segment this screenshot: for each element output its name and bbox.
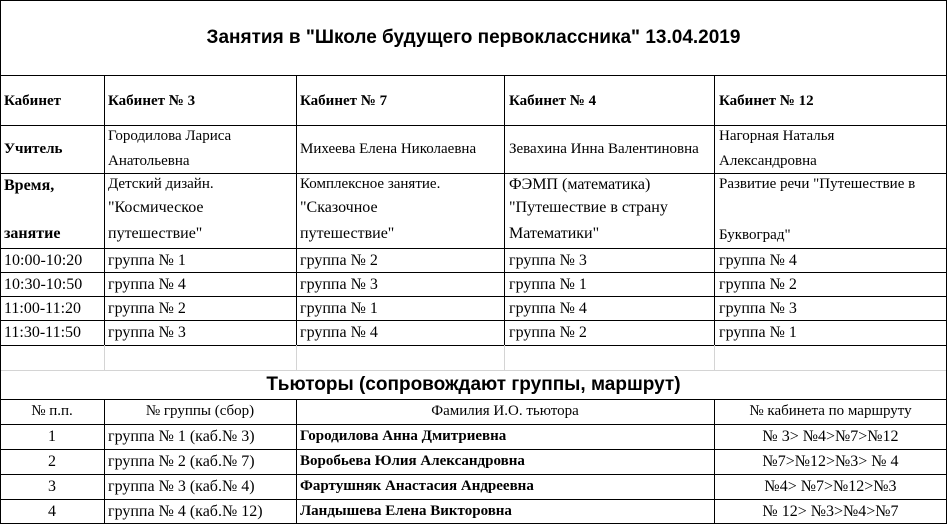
teacher-2: Михеева Елена Николаевна bbox=[300, 141, 477, 157]
grid-line bbox=[714, 345, 715, 370]
lesson-3-line3: Математики" bbox=[509, 225, 600, 242]
lesson-3-line1: ФЭМП (математика) bbox=[509, 176, 651, 193]
teacher-1-line1: Городилова Лариса bbox=[108, 128, 232, 144]
teacher-label: Учитель bbox=[4, 141, 63, 157]
schedule-group-cell: группа № 2 bbox=[108, 300, 186, 317]
grid-line bbox=[296, 345, 297, 370]
lesson-1-line2: "Космическое bbox=[108, 199, 204, 216]
teacher-4-line2: Александровна bbox=[719, 153, 817, 169]
lesson-label-line2: занятие bbox=[4, 225, 61, 242]
tutor-num-cell: 4 bbox=[48, 503, 56, 520]
tutors-col-route: № кабинета по маршруту bbox=[749, 403, 912, 419]
tutor-group-cell: группа № 1 (каб.№ 3) bbox=[108, 428, 255, 445]
schedule-group-cell: группа № 1 bbox=[300, 300, 378, 317]
schedule-group-cell: группа № 3 bbox=[300, 276, 378, 293]
schedule-group-cell: группа № 4 bbox=[719, 252, 797, 269]
teacher-1-line2: Анатольевна bbox=[108, 153, 190, 169]
schedule-group-cell: группа № 3 bbox=[509, 252, 587, 269]
room-header-2: Кабинет № 7 bbox=[300, 93, 388, 109]
schedule-group-cell: группа № 3 bbox=[108, 324, 186, 341]
grid-line bbox=[296, 75, 297, 345]
teacher-3: Зевахина Инна Валентиновна bbox=[509, 141, 699, 157]
tutor-route-cell: №4> №7>№12>№3 bbox=[764, 478, 897, 495]
schedule-group-cell: группа № 4 bbox=[509, 300, 587, 317]
tutors-col-name: Фамилия И.О. тьютора bbox=[431, 403, 579, 419]
tutor-group-cell: группа № 2 (каб.№ 7) bbox=[108, 453, 255, 470]
tutor-group-cell: группа № 3 (каб.№ 4) bbox=[108, 478, 255, 495]
schedule-group-cell: группа № 2 bbox=[509, 324, 587, 341]
lesson-4-line2: Буквоград" bbox=[719, 227, 791, 243]
tutor-route-cell: №7>№12>№3> № 4 bbox=[762, 453, 899, 470]
schedule-group-cell: группа № 2 bbox=[300, 252, 378, 269]
room-header-4: Кабинет № 12 bbox=[719, 93, 814, 109]
lesson-2-line1: Комплексное занятие. bbox=[300, 176, 441, 192]
grid-line bbox=[104, 345, 105, 370]
tutors-col-group: № группы (сбор) bbox=[145, 403, 255, 419]
page-title: Занятия в "Школе будущего первоклассника" 13.04.2019 bbox=[206, 27, 741, 48]
lesson-4-line1: Развитие речи "Путешествие в bbox=[719, 176, 916, 192]
schedule-time: 10:30-10:50 bbox=[4, 276, 83, 293]
tutor-num-cell: 1 bbox=[48, 428, 56, 445]
schedule-group-cell: группа № 1 bbox=[509, 276, 587, 293]
lesson-label-line1: Время, bbox=[4, 177, 55, 194]
schedule-time: 10:00-10:20 bbox=[4, 252, 83, 269]
tutor-name-cell: Воробьева Юлия Александровна bbox=[300, 453, 525, 469]
schedule-time: 11:30-11:50 bbox=[4, 324, 82, 341]
grid-line bbox=[0, 75, 947, 76]
schedule-group-cell: группа № 4 bbox=[300, 324, 378, 341]
lesson-2-line2: "Сказочное bbox=[300, 199, 378, 216]
lesson-3-line2: "Путешествие в страну bbox=[509, 199, 668, 216]
grid-line bbox=[104, 75, 105, 345]
schedule-group-cell: группа № 4 bbox=[108, 276, 186, 293]
schedule-time: 11:00-11:20 bbox=[4, 300, 82, 317]
tutors-col-num: № п.п. bbox=[31, 403, 73, 419]
teacher-4-line1: Нагорная Наталья bbox=[719, 128, 835, 144]
lesson-2-line3: путешествие" bbox=[300, 225, 395, 242]
grid-line bbox=[0, 75, 1, 345]
schedule-group-cell: группа № 1 bbox=[108, 252, 186, 269]
tutor-name-cell: Фартушняк Анастасия Андреевна bbox=[300, 478, 534, 494]
grid-line bbox=[0, 0, 947, 1]
schedule-group-cell: группа № 3 bbox=[719, 300, 797, 317]
grid-line bbox=[504, 345, 505, 370]
tutor-num-cell: 2 bbox=[48, 453, 56, 470]
room-header-3: Кабинет № 4 bbox=[509, 93, 597, 109]
grid-line bbox=[504, 75, 505, 345]
tutor-name-cell: Ландышева Елена Викторовна bbox=[300, 503, 512, 519]
tutor-group-cell: группа № 4 (каб.№ 12) bbox=[108, 503, 263, 520]
tutor-name-cell: Городилова Анна Дмитриевна bbox=[300, 428, 507, 444]
grid-line bbox=[0, 370, 947, 371]
grid-line bbox=[714, 75, 715, 345]
tutor-num-cell: 3 bbox=[48, 478, 56, 495]
tutor-route-cell: № 3> №4>№7>№12 bbox=[762, 428, 899, 445]
schedule-group-cell: группа № 1 bbox=[719, 324, 797, 341]
lesson-1-line1: Детский дизайн. bbox=[108, 176, 214, 192]
tutors-title: Тьюторы (сопровождают группы, маршрут) bbox=[266, 374, 681, 395]
lesson-1-line3: путешествие" bbox=[108, 225, 203, 242]
schedule-group-cell: группа № 2 bbox=[719, 276, 797, 293]
header-label: Кабинет bbox=[4, 93, 61, 109]
room-header-1: Кабинет № 3 bbox=[108, 93, 196, 109]
grid-line bbox=[0, 345, 947, 346]
tutor-route-cell: № 12> №3>№4>№7 bbox=[762, 503, 899, 520]
